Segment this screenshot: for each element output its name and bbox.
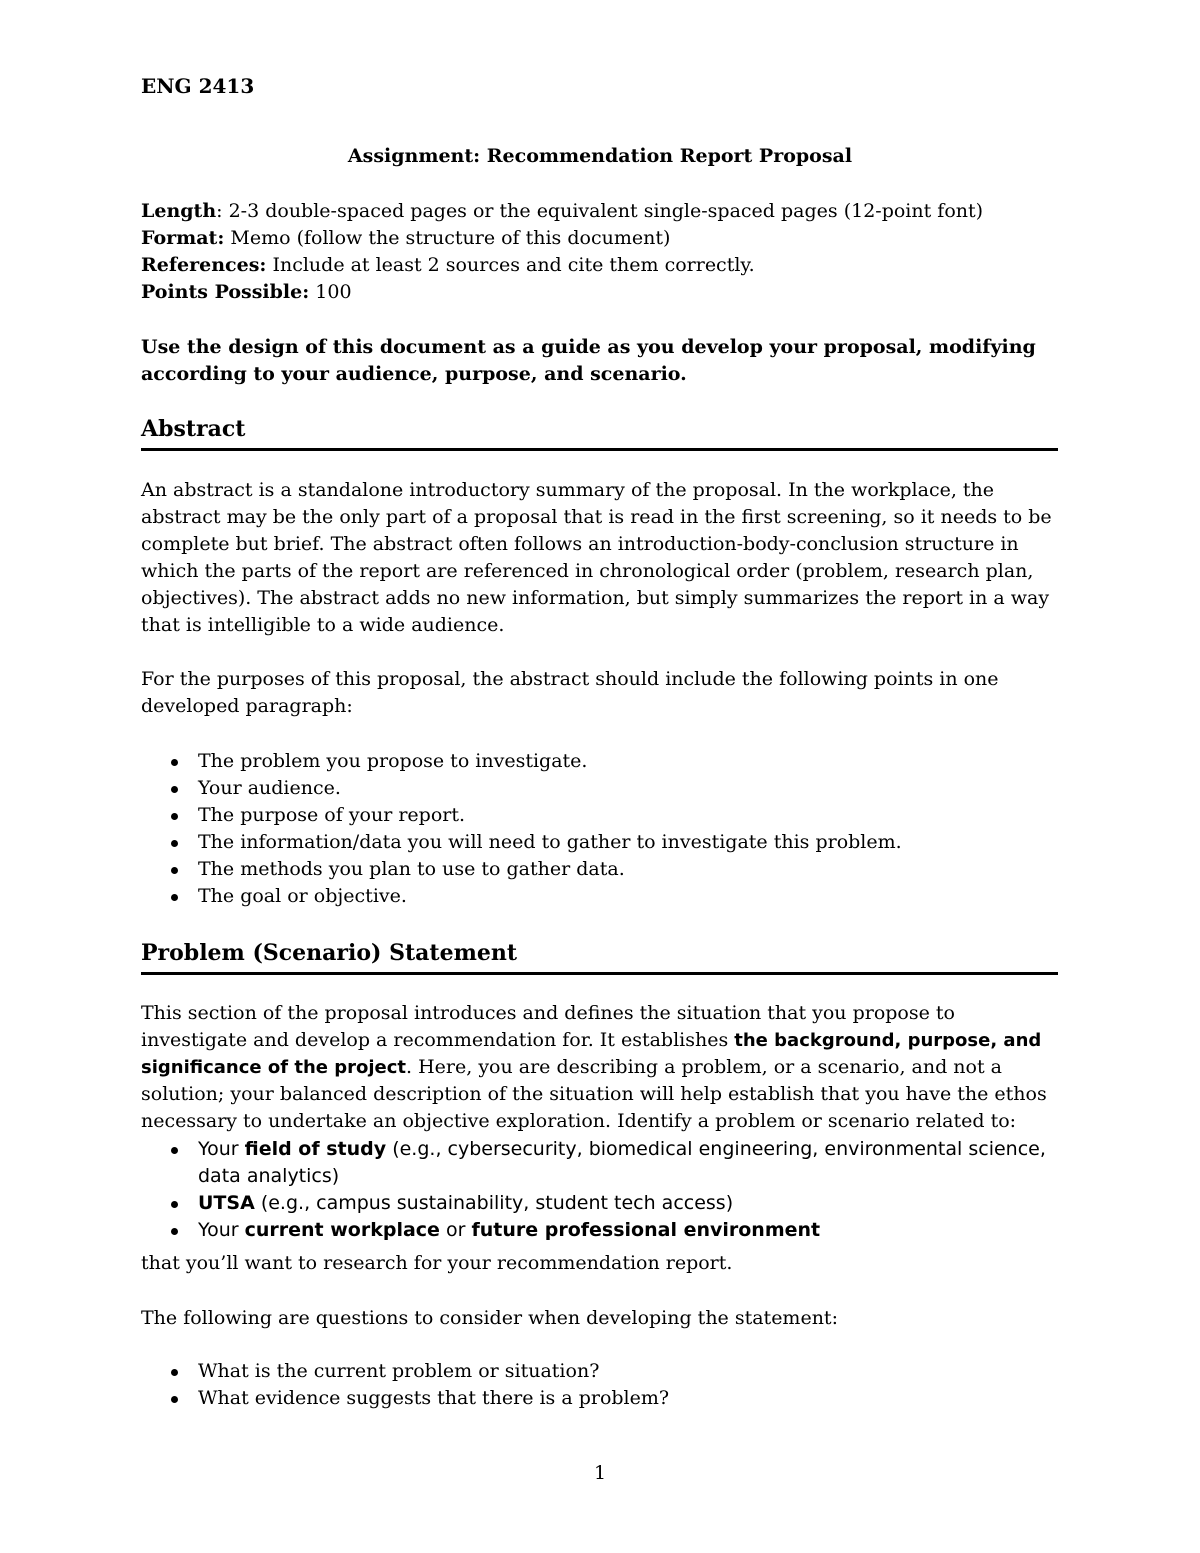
list-item: What is the current problem or situation? bbox=[141, 1358, 1061, 1385]
bullet-icon bbox=[171, 1369, 178, 1376]
bullet-icon bbox=[171, 894, 178, 901]
questions-intro: The following are questions to consider when developing the statement: bbox=[141, 1307, 838, 1329]
page-number: 1 bbox=[593, 1462, 607, 1484]
list-item: What evidence suggests that there is a problem? bbox=[141, 1385, 1061, 1412]
abstract-points-list bbox=[141, 748, 1061, 910]
abstract-paragraph-1: An abstract is a standalone introductory summary of the proposal. In the workplace, the abstract may be the only part of a proposal that is read in the first screening, so it needs to be complete but brief. The abstract often follows an introduction-body-conclusion structure in which the parts of the report are referenced in chronological order (problem, research plan, objectives). The abstract adds no new information, but simply summarizes the report in a way that is intelligible to a wide audience. bbox=[141, 479, 1052, 636]
list-item: Your current workplace or future professional environment bbox=[141, 1217, 1061, 1244]
list-item: UTSA (e.g., campus sustainability, student tech access) bbox=[141, 1190, 1061, 1217]
meta-points: Points Possible: 100 bbox=[141, 281, 352, 303]
meta-length: Length: 2-3 double-spaced pages or the equivalent single-spaced pages (12-point font) bbox=[141, 200, 984, 222]
bullet-icon bbox=[171, 1147, 178, 1154]
bullet-icon bbox=[171, 867, 178, 874]
course-code: ENG 2413 bbox=[141, 74, 255, 98]
abstract-paragraph-2: For the purposes of this proposal, the abstract should include the following points in one developed paragraph: bbox=[141, 668, 999, 717]
bullet-icon bbox=[171, 786, 178, 793]
list-item: The goal or objective. bbox=[141, 883, 1061, 910]
focus-list bbox=[141, 1136, 1061, 1244]
meta-references: References: Include at least 2 sources and cite them correctly. bbox=[141, 254, 755, 276]
problem-emphasis: the background, purpose, and significance of the project bbox=[141, 1030, 1042, 1078]
list-item: Your field of study (e.g., cybersecurity, biomedical engineering, environmental science, data analytics) bbox=[141, 1136, 1061, 1190]
bullet-icon bbox=[171, 813, 178, 820]
problem-heading: Problem (Scenario) Statement bbox=[141, 940, 1058, 975]
bullet-icon bbox=[171, 1201, 178, 1208]
bullet-icon bbox=[171, 840, 178, 847]
bullet-icon bbox=[171, 1228, 178, 1235]
assignment-meta bbox=[141, 198, 983, 306]
document-title: Assignment: Recommendation Report Proposal bbox=[347, 145, 853, 167]
problem-paragraph-1: This section of the proposal introduces and defines the situation that you propose to investigate and develop a recommendation for. It establishes the background, purpose, and significance of the project. Here, you are describing a problem, or a scenario, and not a solution; your balanced description of the situation will help establish that you have the ethos necessary to undertake an objective exploration. Identify a problem or scenario related to: bbox=[141, 1002, 1047, 1132]
problem-after-list: that you’ll want to research for your recommendation report. bbox=[141, 1252, 733, 1274]
list-item: The methods you plan to use to gather data. bbox=[141, 856, 1061, 883]
bullet-icon bbox=[171, 759, 178, 766]
questions-list bbox=[141, 1358, 1061, 1412]
list-item: The problem you propose to investigate. bbox=[141, 748, 1061, 775]
abstract-heading: Abstract bbox=[141, 416, 1058, 451]
guide-note: Use the design of this document as a guide as you develop your proposal, modifying according to your audience, purpose, and scenario. bbox=[141, 336, 1036, 385]
list-item: The information/data you will need to gather to investigate this problem. bbox=[141, 829, 1061, 856]
meta-format: Format: Memo (follow the structure of this document) bbox=[141, 227, 671, 249]
list-item: Your audience. bbox=[141, 775, 1061, 802]
bullet-icon bbox=[171, 1396, 178, 1403]
list-item: The purpose of your report. bbox=[141, 802, 1061, 829]
